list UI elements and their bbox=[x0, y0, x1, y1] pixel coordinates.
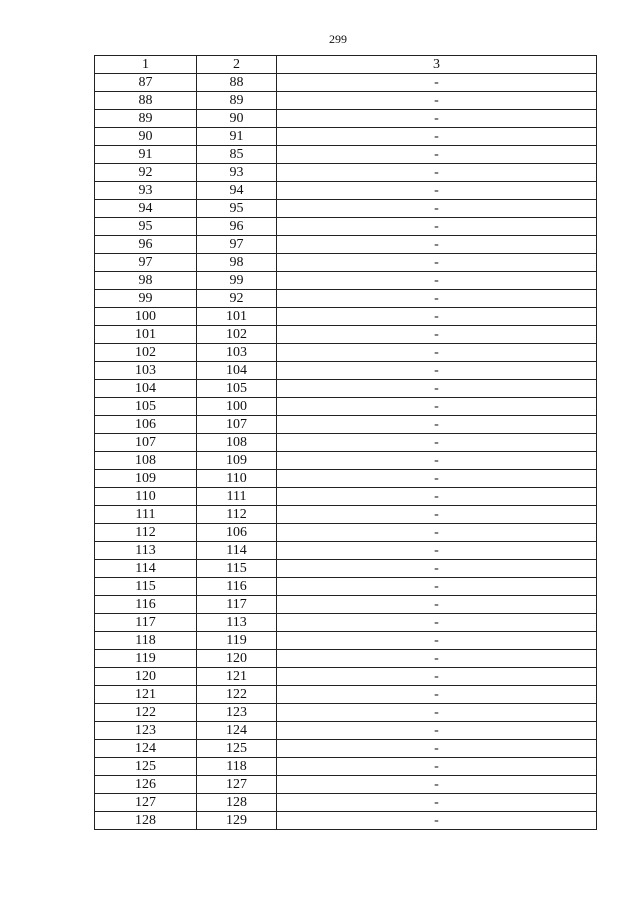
table-cell-col-1: 100 bbox=[95, 308, 197, 326]
table-cell-col-2: 96 bbox=[197, 218, 277, 236]
table-cell-col-2: 107 bbox=[197, 416, 277, 434]
table-cell-col-1: 124 bbox=[95, 740, 197, 758]
table-cell-col-1: 107 bbox=[95, 434, 197, 452]
table-row bbox=[95, 362, 597, 380]
table-cell-col-2: 88 bbox=[197, 74, 277, 92]
table-row bbox=[95, 488, 597, 506]
table-cell-col-2: 117 bbox=[197, 596, 277, 614]
page-number: 299 bbox=[329, 32, 347, 46]
table-cell-col-3: - bbox=[277, 146, 597, 164]
table-cell-col-2: 121 bbox=[197, 668, 277, 686]
table-cell-col-3: - bbox=[277, 434, 597, 452]
table-row bbox=[95, 578, 597, 596]
table-row bbox=[95, 200, 597, 218]
table-cell-col-1: 97 bbox=[95, 254, 197, 272]
table-cell-col-3: - bbox=[277, 506, 597, 524]
table-row bbox=[95, 650, 597, 668]
table-row bbox=[95, 722, 597, 740]
table-row bbox=[95, 758, 597, 776]
table-cell-col-1: 119 bbox=[95, 650, 197, 668]
table-row bbox=[95, 632, 597, 650]
table-row bbox=[95, 110, 597, 128]
table-cell-col-3: - bbox=[277, 110, 597, 128]
table-row bbox=[95, 434, 597, 452]
table-cell-col-3: - bbox=[277, 524, 597, 542]
table-cell-col-2: 97 bbox=[197, 236, 277, 254]
table-cell-col-2: 111 bbox=[197, 488, 277, 506]
table-cell-col-2: 90 bbox=[197, 110, 277, 128]
table-cell-col-3: - bbox=[277, 758, 597, 776]
table-header-row bbox=[95, 56, 597, 74]
table-cell-col-2: 105 bbox=[197, 380, 277, 398]
table-cell-col-1: 93 bbox=[95, 182, 197, 200]
table-cell-col-1: 87 bbox=[95, 74, 197, 92]
table-row bbox=[95, 704, 597, 722]
table-row bbox=[95, 308, 597, 326]
table-row bbox=[95, 344, 597, 362]
table-row bbox=[95, 164, 597, 182]
table-cell-col-1: 94 bbox=[95, 200, 197, 218]
table-cell-col-3: - bbox=[277, 92, 597, 110]
table-cell-col-3: - bbox=[277, 488, 597, 506]
table-row bbox=[95, 128, 597, 146]
table-cell-col-3: - bbox=[277, 470, 597, 488]
table-cell-col-3: - bbox=[277, 290, 597, 308]
table-cell-col-3: - bbox=[277, 164, 597, 182]
table-cell-col-1: 104 bbox=[95, 380, 197, 398]
table-cell-col-2: 115 bbox=[197, 560, 277, 578]
table-cell-col-3: - bbox=[277, 254, 597, 272]
table-cell-col-1: 101 bbox=[95, 326, 197, 344]
column-header-3: 3 bbox=[277, 56, 597, 74]
table-cell-col-2: 124 bbox=[197, 722, 277, 740]
table-cell-col-3: - bbox=[277, 452, 597, 470]
table-cell-col-1: 122 bbox=[95, 704, 197, 722]
table-cell-col-2: 128 bbox=[197, 794, 277, 812]
table-cell-col-3: - bbox=[277, 74, 597, 92]
table-cell-col-1: 121 bbox=[95, 686, 197, 704]
table-cell-col-1: 112 bbox=[95, 524, 197, 542]
table-cell-col-3: - bbox=[277, 236, 597, 254]
table-row bbox=[95, 524, 597, 542]
table-cell-col-3: - bbox=[277, 560, 597, 578]
table-cell-col-2: 122 bbox=[197, 686, 277, 704]
table-row bbox=[95, 182, 597, 200]
table-cell-col-3: - bbox=[277, 812, 597, 830]
table-row bbox=[95, 416, 597, 434]
table-row bbox=[95, 812, 597, 830]
table-cell-col-2: 127 bbox=[197, 776, 277, 794]
table-row bbox=[95, 146, 597, 164]
table-row bbox=[95, 236, 597, 254]
table-cell-col-3: - bbox=[277, 794, 597, 812]
table-row bbox=[95, 614, 597, 632]
table-cell-col-2: 123 bbox=[197, 704, 277, 722]
table-row bbox=[95, 542, 597, 560]
table-cell-col-3: - bbox=[277, 200, 597, 218]
table-cell-col-3: - bbox=[277, 614, 597, 632]
table-cell-col-2: 89 bbox=[197, 92, 277, 110]
table-row bbox=[95, 254, 597, 272]
table-cell-col-2: 101 bbox=[197, 308, 277, 326]
table-cell-col-1: 118 bbox=[95, 632, 197, 650]
table-cell-col-2: 125 bbox=[197, 740, 277, 758]
table-cell-col-3: - bbox=[277, 308, 597, 326]
table-cell-col-2: 112 bbox=[197, 506, 277, 524]
table-row bbox=[95, 452, 597, 470]
table-row bbox=[95, 560, 597, 578]
table-cell-col-2: 85 bbox=[197, 146, 277, 164]
table-cell-col-1: 98 bbox=[95, 272, 197, 290]
table-row bbox=[95, 398, 597, 416]
table-cell-col-1: 110 bbox=[95, 488, 197, 506]
table-cell-col-1: 91 bbox=[95, 146, 197, 164]
table-cell-col-3: - bbox=[277, 542, 597, 560]
table-cell-col-3: - bbox=[277, 398, 597, 416]
table-cell-col-2: 95 bbox=[197, 200, 277, 218]
table-row bbox=[95, 740, 597, 758]
table-cell-col-1: 125 bbox=[95, 758, 197, 776]
table-row bbox=[95, 326, 597, 344]
table-cell-col-3: - bbox=[277, 650, 597, 668]
table-row bbox=[95, 596, 597, 614]
table-cell-col-2: 94 bbox=[197, 182, 277, 200]
table-cell-col-1: 111 bbox=[95, 506, 197, 524]
table-row bbox=[95, 92, 597, 110]
table-cell-col-1: 126 bbox=[95, 776, 197, 794]
table-cell-col-1: 92 bbox=[95, 164, 197, 182]
table-cell-col-3: - bbox=[277, 686, 597, 704]
table-cell-col-1: 123 bbox=[95, 722, 197, 740]
table-cell-col-2: 120 bbox=[197, 650, 277, 668]
table-cell-col-3: - bbox=[277, 632, 597, 650]
table-row bbox=[95, 506, 597, 524]
table-cell-col-1: 90 bbox=[95, 128, 197, 146]
table-row bbox=[95, 218, 597, 236]
table-cell-col-2: 129 bbox=[197, 812, 277, 830]
table-cell-col-1: 116 bbox=[95, 596, 197, 614]
table-cell-col-1: 89 bbox=[95, 110, 197, 128]
table-row bbox=[95, 776, 597, 794]
table-cell-col-2: 102 bbox=[197, 326, 277, 344]
table-cell-col-1: 128 bbox=[95, 812, 197, 830]
table-cell-col-2: 114 bbox=[197, 542, 277, 560]
table-cell-col-3: - bbox=[277, 272, 597, 290]
table-cell-col-3: - bbox=[277, 218, 597, 236]
table-row bbox=[95, 470, 597, 488]
table-cell-col-2: 118 bbox=[197, 758, 277, 776]
table-row bbox=[95, 380, 597, 398]
table-cell-col-1: 115 bbox=[95, 578, 197, 596]
table-body bbox=[95, 74, 597, 830]
table-cell-col-2: 104 bbox=[197, 362, 277, 380]
table-cell-col-2: 93 bbox=[197, 164, 277, 182]
table-cell-col-3: - bbox=[277, 362, 597, 380]
data-table bbox=[94, 55, 597, 830]
table-cell-col-3: - bbox=[277, 182, 597, 200]
table-row bbox=[95, 74, 597, 92]
table-cell-col-2: 119 bbox=[197, 632, 277, 650]
table-cell-col-1: 109 bbox=[95, 470, 197, 488]
table-cell-col-2: 110 bbox=[197, 470, 277, 488]
table-cell-col-1: 103 bbox=[95, 362, 197, 380]
table-cell-col-2: 116 bbox=[197, 578, 277, 596]
table-row bbox=[95, 686, 597, 704]
table-cell-col-3: - bbox=[277, 128, 597, 146]
table-cell-col-2: 98 bbox=[197, 254, 277, 272]
table-cell-col-3: - bbox=[277, 668, 597, 686]
table-cell-col-3: - bbox=[277, 776, 597, 794]
table-cell-col-1: 113 bbox=[95, 542, 197, 560]
table-row bbox=[95, 668, 597, 686]
table-cell-col-3: - bbox=[277, 704, 597, 722]
table-cell-col-3: - bbox=[277, 326, 597, 344]
table-cell-col-1: 114 bbox=[95, 560, 197, 578]
table-cell-col-1: 120 bbox=[95, 668, 197, 686]
table-cell-col-2: 106 bbox=[197, 524, 277, 542]
table-cell-col-1: 117 bbox=[95, 614, 197, 632]
table-cell-col-1: 96 bbox=[95, 236, 197, 254]
table-cell-col-1: 88 bbox=[95, 92, 197, 110]
table-cell-col-2: 108 bbox=[197, 434, 277, 452]
table-cell-col-3: - bbox=[277, 740, 597, 758]
table-cell-col-3: - bbox=[277, 578, 597, 596]
table-cell-col-2: 103 bbox=[197, 344, 277, 362]
table-row bbox=[95, 794, 597, 812]
table-cell-col-2: 91 bbox=[197, 128, 277, 146]
table-cell-col-3: - bbox=[277, 344, 597, 362]
table-cell-col-2: 100 bbox=[197, 398, 277, 416]
table-cell-col-3: - bbox=[277, 380, 597, 398]
table-cell-col-1: 102 bbox=[95, 344, 197, 362]
table-cell-col-2: 92 bbox=[197, 290, 277, 308]
table-cell-col-1: 106 bbox=[95, 416, 197, 434]
table-cell-col-1: 108 bbox=[95, 452, 197, 470]
table-cell-col-3: - bbox=[277, 416, 597, 434]
table-cell-col-1: 105 bbox=[95, 398, 197, 416]
table-row bbox=[95, 272, 597, 290]
table-cell-col-2: 109 bbox=[197, 452, 277, 470]
column-header-1: 1 bbox=[95, 56, 197, 74]
table-cell-col-1: 127 bbox=[95, 794, 197, 812]
table-cell-col-3: - bbox=[277, 596, 597, 614]
column-header-2: 2 bbox=[197, 56, 277, 74]
table-cell-col-3: - bbox=[277, 722, 597, 740]
table-cell-col-1: 99 bbox=[95, 290, 197, 308]
table-cell-col-1: 95 bbox=[95, 218, 197, 236]
table-cell-col-2: 99 bbox=[197, 272, 277, 290]
table-cell-col-2: 113 bbox=[197, 614, 277, 632]
table-row bbox=[95, 290, 597, 308]
